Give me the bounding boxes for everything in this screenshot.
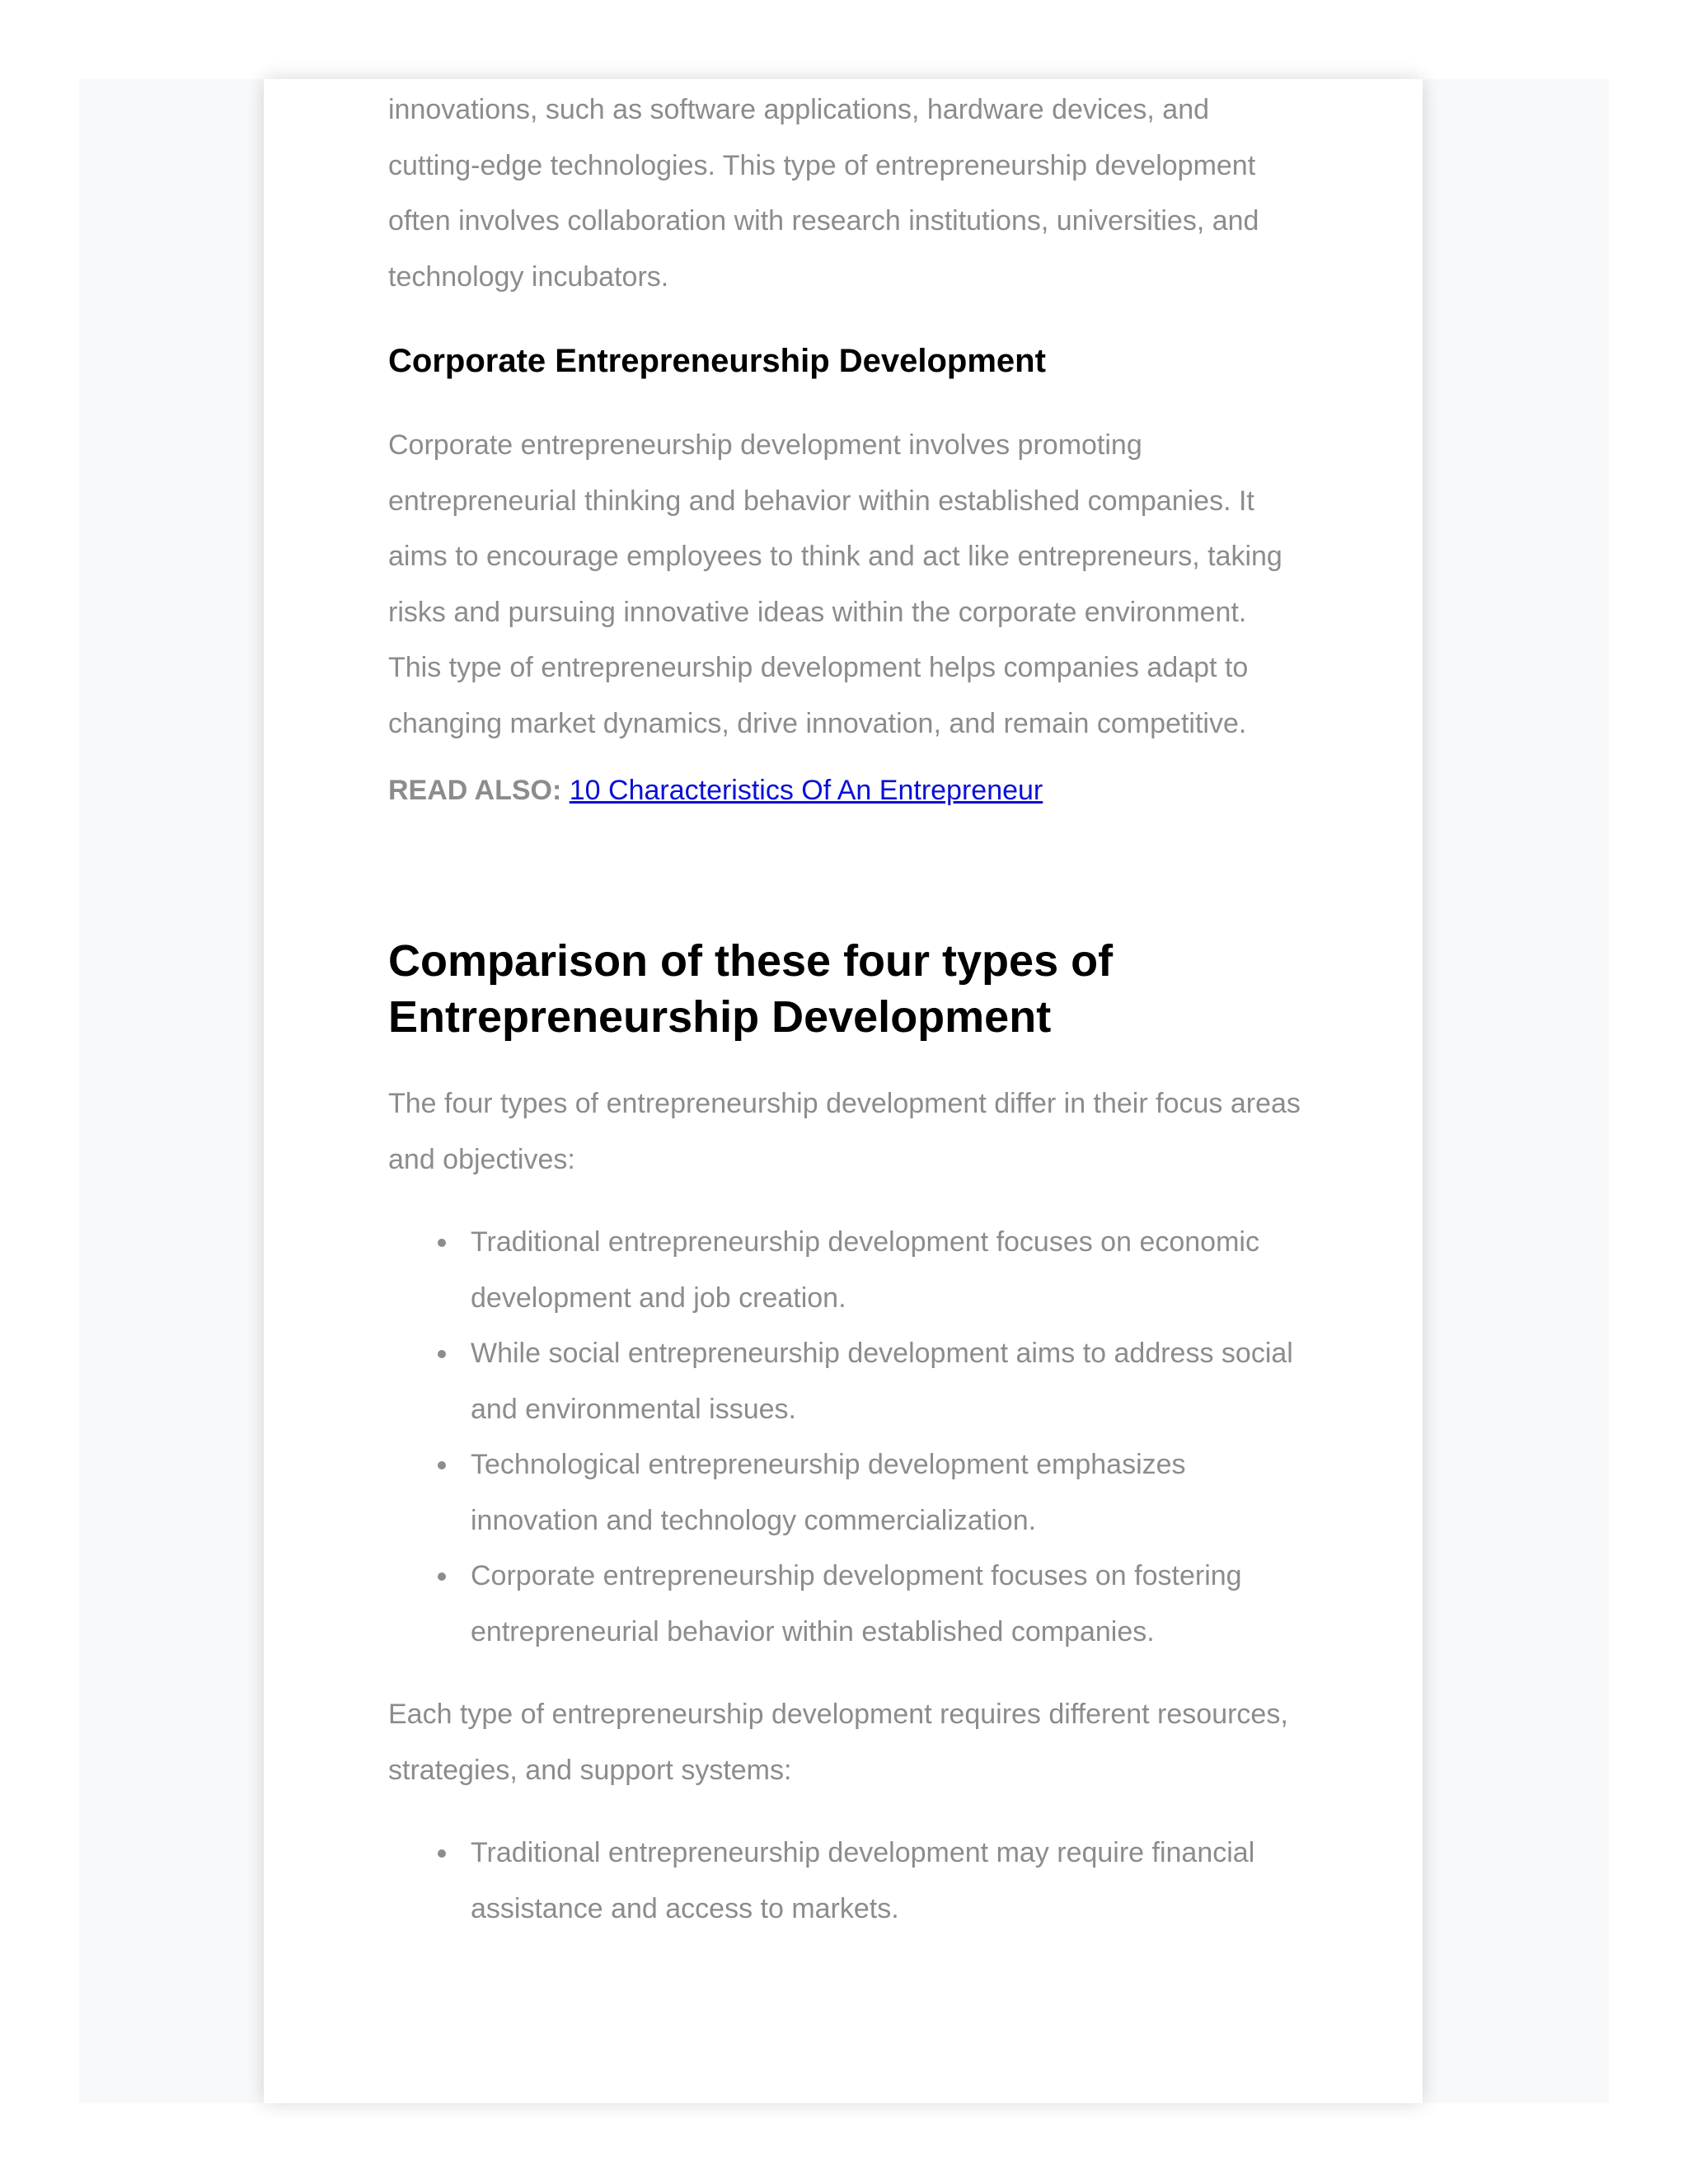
- corporate-heading: Corporate Entrepreneurship Development: [388, 343, 1046, 379]
- read-also: [388, 770, 1303, 811]
- bullet-icon: [438, 1572, 446, 1581]
- list-item-text: Traditional entrepreneurship development may require financial assistance and access to markets.: [471, 1837, 1255, 1924]
- list-item-text: Traditional entrepreneurship development focuses on economic development and job creation.: [471, 1226, 1259, 1314]
- list-item: [388, 1326, 1303, 1437]
- list-item: [388, 1825, 1303, 1937]
- bullet-icon: [438, 1239, 446, 1247]
- read-also-label: READ ALSO:: [388, 775, 562, 806]
- comparison-intro-paragraph: The four types of entrepreneurship development differ in their focus areas and objectives:: [388, 1088, 1301, 1175]
- focus-list: [388, 1215, 1303, 1660]
- intro-paragraph: innovations, such as software applications, hardware devices, and cutting-edge technologies. This type of entrepreneurship development often involves collaboration with research institutions, universities, and technology incubators.: [388, 94, 1259, 293]
- list-item: [388, 1549, 1303, 1660]
- list-item-text: Corporate entrepreneurship development focuses on fostering entrepreneurial behavior within established companies.: [471, 1560, 1242, 1647]
- read-also-link[interactable]: 10 Characteristics Of An Entrepreneur: [569, 775, 1043, 806]
- corporate-paragraph: Corporate entrepreneurship development involves promoting entrepreneurial thinking and behavior within established companies. It aims to encourage employees to think and act like entrepreneurs, taking risks and pursuing innovative ideas within the corporate environment. This type of entrepreneurship development helps companies adapt to changing market dynamics, drive innovation, and remain competitive.: [388, 429, 1282, 739]
- comparison-heading: Comparison of these four types of Entrepreneurship Development: [388, 936, 1114, 1042]
- resources-intro-paragraph: Each type of entrepreneurship development requires different resources, strategies, and support systems:: [388, 1699, 1288, 1786]
- list-item-text: While social entrepreneurship development aims to address social and environmental issues.: [471, 1338, 1293, 1425]
- bullet-icon: [438, 1849, 446, 1858]
- list-item: [388, 1215, 1303, 1326]
- list-item: [388, 1437, 1303, 1549]
- list-item-text: Technological entrepreneurship development emphasizes innovation and technology commercialization.: [471, 1449, 1186, 1536]
- article-content: [388, 82, 1303, 1937]
- bullet-icon: [438, 1350, 446, 1358]
- bullet-icon: [438, 1461, 446, 1469]
- resources-list: [388, 1825, 1303, 1937]
